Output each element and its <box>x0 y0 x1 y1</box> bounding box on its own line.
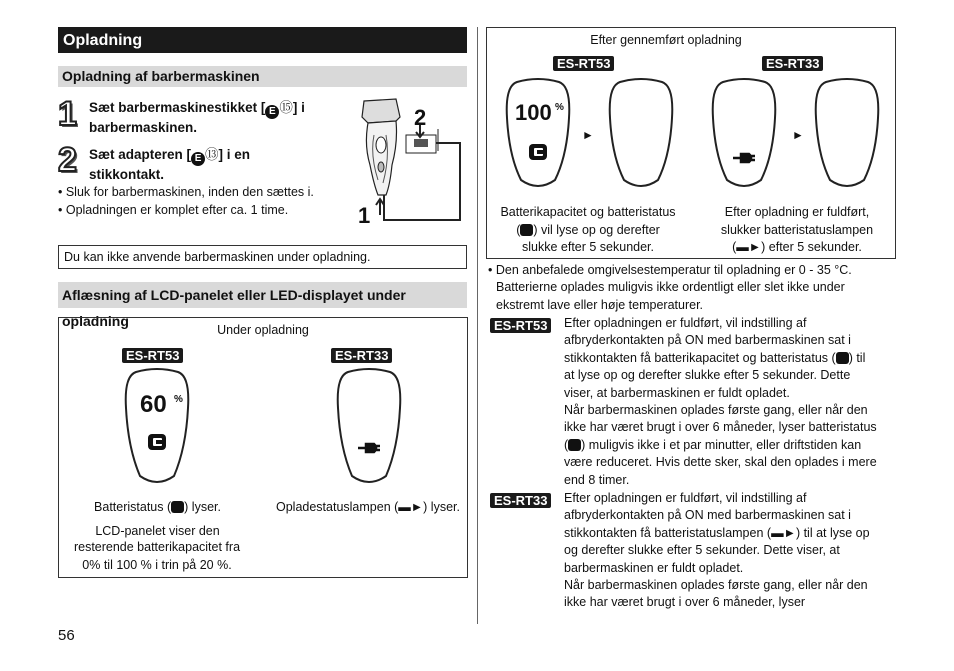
rt33-line: ikke har været brugt i over 6 måneder, lyser <box>564 595 806 610</box>
plug-icon: ▬► <box>771 525 796 540</box>
caption-rt53-a: Batteristatus ( <box>94 500 172 514</box>
usage-note: Du kan ikke anvende barbermaskinen under opladning. <box>58 245 467 269</box>
caption-rt33-after-c: ) efter 5 sekunder. <box>761 240 862 254</box>
illustration-label-1: 1 <box>358 203 371 225</box>
caption-rt33-after-a: Efter opladning er fuldført, <box>724 205 870 219</box>
rt33-line: afbryderkontakten på ON med barbermaskinen sat i <box>564 508 851 523</box>
illustration-label-2: 2 <box>414 105 427 130</box>
rt53-line: ) muligvis ikke i et par minutter, eller driftstiden kan <box>581 437 862 452</box>
model-badge-rt33: ES-RT33 <box>331 348 392 363</box>
rt53-line: afbryderkontakten på ON med barbermaskinen sat i <box>564 333 851 348</box>
plug-icon: ▬► <box>398 500 424 514</box>
lcd-display-rt53-after <box>503 78 573 190</box>
caption-rt53-after <box>488 204 688 257</box>
caption-rt33-after-paren: ( <box>732 240 737 254</box>
lcd-percent-sign: % <box>174 394 183 405</box>
lcd-percentage-value: 60 <box>140 391 167 418</box>
page-number: 56 <box>58 627 75 644</box>
led-display-rt33-during <box>334 368 404 486</box>
caption-rt33-a: Opladestatuslampen ( <box>276 500 399 514</box>
step-2-text-b: ] i en <box>218 147 251 162</box>
column-divider <box>477 27 478 624</box>
lcd-reading-heading: Aflæsning af LCD-panelet eller LED-displayet under opladning <box>58 282 467 308</box>
step-2-text-a: Sæt adapteren [ <box>89 147 192 162</box>
lcd-display-rt53-off <box>606 78 676 190</box>
step-1-text <box>89 99 349 137</box>
rt53-paren: ( <box>564 437 569 452</box>
caption-rt53-d: resterende batterikapacitet fra <box>73 540 241 554</box>
step-1-text-b: ] i <box>292 100 305 115</box>
temperature-line-1: • Den anbefalede omgivelsestemperatur til opladning er 0 - 35 °C. <box>488 263 852 277</box>
temperature-note <box>488 262 898 314</box>
temperature-line-2: Batterierne oplades muligvis ikke ordentligt eller slet ikke under <box>496 280 845 295</box>
rt53-line: Når barbermaskinen oplades første gang, eller når den <box>564 403 868 418</box>
arrow-rt33: ► <box>792 128 804 142</box>
lcd-full-percent: % <box>555 102 564 113</box>
bullet-2: • Opladningen er komplet efter ca. 1 time. <box>58 203 289 217</box>
ref-e-icon: E <box>191 152 205 166</box>
bullet-1: • Sluk for barbermaskinen, inden den sættes i. <box>58 185 314 199</box>
rt53-line: ikke har været brugt i over 6 måneder, lyser batteristatus <box>564 420 877 435</box>
caption-rt33-after-b: slukker batteristatuslampen <box>720 222 874 237</box>
led-display-rt33-after <box>709 78 779 190</box>
caption-rt53-e: 0% til 100 % i trin på 20 %. <box>82 557 232 572</box>
caption-rt53-b: ) lyser. <box>184 500 221 514</box>
rt53-line: end 8 timer. <box>564 472 630 487</box>
caption-rt53-detail <box>62 539 252 574</box>
rt33-line: barbermaskinen er fuldt opladet. <box>564 560 744 575</box>
caption-rt53-c: LCD-panelet viser den <box>95 524 220 538</box>
during-charging-title: Under opladning <box>217 323 309 337</box>
caption-rt33-b: ) lyser. <box>423 500 460 514</box>
section-title: Opladning <box>58 27 467 53</box>
model-badge-rt53: ES-RT53 <box>122 348 183 363</box>
step-1-ref: ⑮ <box>279 100 293 115</box>
step-2-text <box>89 146 349 184</box>
battery-status-icon <box>836 352 849 364</box>
shaver-charging-illustration <box>356 95 466 225</box>
caption-rt53-after-b: ) vil lyse op og derefter <box>533 222 660 237</box>
rt33-line: stikkontakten få batteristatuslampen ( <box>564 525 772 540</box>
caption-rt33-during <box>272 499 464 517</box>
rt53-line-til: ) til <box>848 350 866 365</box>
rt53-paragraph <box>564 315 898 489</box>
ref-e-icon: E <box>265 105 279 119</box>
rt33-paragraph <box>564 490 898 612</box>
rt33-line: og derefter slukke efter 5 sekunder. Dette viser, at <box>564 543 840 558</box>
model-badge-rt53-after: ES-RT53 <box>553 56 614 71</box>
led-display-rt33-off <box>812 78 882 190</box>
rt53-line: være reduceret. Hvis dette sker, skal den oplades i mere <box>564 455 877 470</box>
model-badge-rt53-text: ES-RT53 <box>490 318 551 333</box>
step-number-2: 2 <box>58 141 77 179</box>
rt33-line: Når barbermaskinen oplades første gang, eller når den <box>564 578 868 593</box>
step-number-1: 1 <box>58 95 77 133</box>
temperature-line-3: ekstremt lave eller høje temperaturer. <box>496 297 704 312</box>
caption-rt33-after <box>697 204 897 257</box>
caption-rt53-after-a: Batterikapacitet og batteristatus <box>500 205 676 219</box>
caption-rt53-after-c: slukke efter 5 sekunder. <box>521 240 655 254</box>
step-2-ref: ⑬ <box>205 147 219 162</box>
battery-status-icon <box>568 439 581 451</box>
model-badge-rt33-after: ES-RT33 <box>762 56 823 71</box>
plug-icon: ▬► <box>736 240 762 254</box>
battery-status-icon <box>171 501 184 513</box>
model-badge-rt33-text: ES-RT33 <box>490 493 551 508</box>
rt53-line: at lyse op og derefter slukke efter 5 sekunder. Dette <box>564 368 851 383</box>
rt53-line: viser, at barbermaskinen er fuldt opladet. <box>564 385 790 400</box>
step-2-text-c: stikkontakt. <box>89 167 165 182</box>
rt33-line: Efter opladningen er fuldført, vil indstilling af <box>564 491 807 505</box>
battery-status-icon <box>520 224 533 236</box>
arrow-rt53: ► <box>582 128 594 142</box>
rt53-line: Efter opladningen er fuldført, vil indstilling af <box>564 316 807 330</box>
lcd-display-rt53-during <box>122 368 192 486</box>
after-charging-title: Efter gennemført opladning <box>590 33 742 47</box>
subsection-title: Opladning af barbermaskinen <box>58 66 467 87</box>
rt53-line: stikkontakten få batterikapacitet og batteristatus ( <box>564 350 836 365</box>
lcd-full-value: 100 <box>515 100 552 125</box>
caption-rt53-after-paren: ( <box>516 222 521 237</box>
step-1-text-c: barbermaskinen. <box>89 120 198 135</box>
rt33-line: ) til at lyse op <box>795 525 870 540</box>
step-1-text-a: Sæt barbermaskinestikket [ <box>89 100 266 115</box>
